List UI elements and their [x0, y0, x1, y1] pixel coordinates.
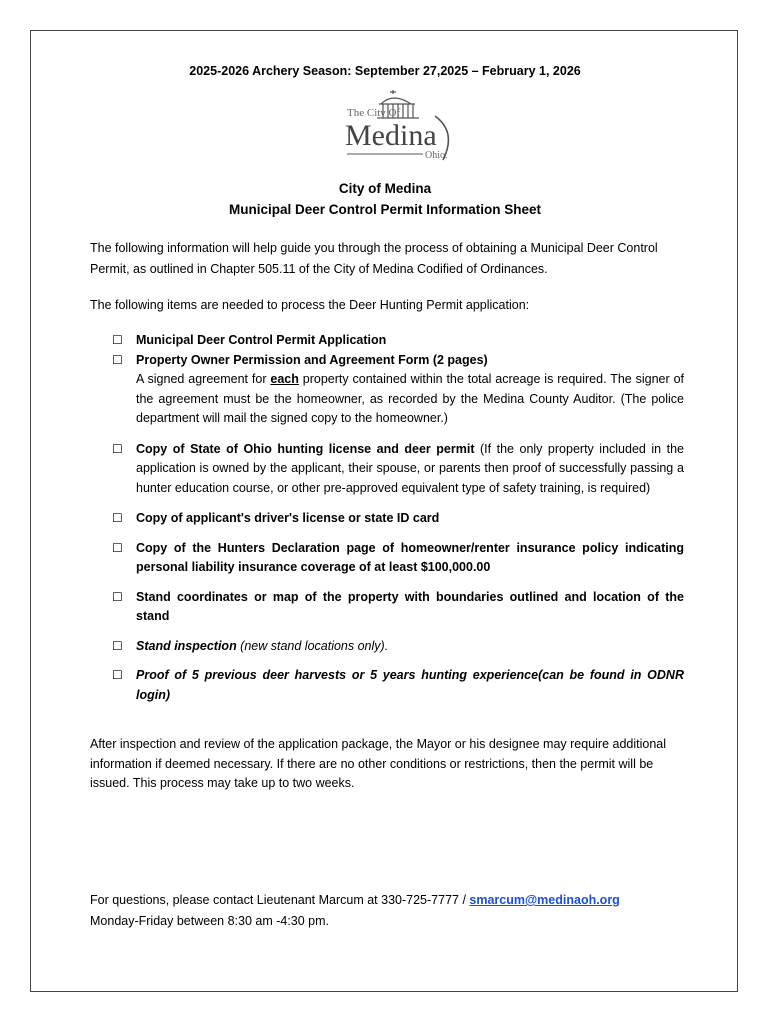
item-title: Copy of applicant's driver's license or state ID card — [136, 511, 440, 525]
season-dates: 2025-2026 Archery Season: September 27,2025 – February 1, 2026 — [189, 64, 581, 78]
checklist-item — [112, 331, 684, 351]
checkbox-icon: ☐ — [112, 511, 123, 525]
page-title: City of Medina — [338, 181, 432, 196]
logo-line3: Ohio. — [425, 150, 448, 161]
item-title: Property Owner Permission and Agreement Form (2 pages) — [136, 352, 488, 367]
email-link[interactable]: smarcum@medinaoh.org — [469, 893, 620, 907]
checkbox-icon: ☐ — [112, 441, 123, 456]
item-detail: A signed agreement for each property contained within the total acreage is required. The signer of the agreement must be the homeowner, as recorded by the Medina County Auditor. (The police department will mail the signed copy to the homeowner.) — [136, 372, 684, 425]
item-title: Copy of the Hunters Declaration page of homeowner/renter insurance policy indicating personal liability insurance coverage of at least $100,000.00 — [136, 540, 684, 574]
logo-line2: Medina — [345, 119, 437, 152]
checkbox-icon: ☐ — [112, 589, 123, 604]
checkbox-icon: ☐ — [112, 638, 123, 653]
closing-paragraph: After inspection and review of the application package, the Mayor or his designee may require additional information if deemed necessary. If there are no other conditions or restrictions, then the permit will be issued. This process may take up to two weeks. — [90, 737, 667, 790]
logo-line1: The City Of — [347, 107, 401, 119]
checkbox-icon: ☐ — [112, 668, 123, 682]
items-needed-text: The following items are needed to process the Deer Hunting Permit application: — [90, 298, 530, 312]
checkbox-icon: ☐ — [112, 540, 123, 555]
checklist-item — [112, 440, 684, 499]
contact-text: For questions, please contact Lieutenant Marcum at 330-725-7777 / — [90, 893, 470, 907]
item-title: Municipal Deer Control Permit Application — [136, 333, 387, 347]
contact-info — [90, 890, 690, 932]
checkbox-icon: ☐ — [112, 333, 123, 347]
item-title: Stand coordinates or map of the property with boundaries outlined and location of the stand — [136, 589, 684, 623]
checklist-item — [112, 351, 684, 429]
checklist-item — [112, 666, 684, 705]
office-hours: Monday-Friday between 8:30 am -4:30 pm. — [90, 914, 330, 928]
city-of-medina-logo — [335, 88, 465, 164]
checkbox-icon: ☐ — [112, 352, 123, 367]
page-subtitle: Municipal Deer Control Permit Information Sheet — [228, 202, 542, 217]
item-title: Proof of 5 previous deer harvests or 5 years hunting experience(can be found in ODNR login) — [136, 668, 684, 702]
checklist-item — [112, 588, 684, 627]
checklist-item — [112, 539, 684, 578]
requirements-checklist — [112, 331, 684, 705]
item-text: Copy of State of Ohio hunting license and deer permit (If the only property included in the application is owned by the applicant, their spouse, or parents then proof of successfully passing a hunter education course, or other pre-approved equivalent type of safety training, is required) — [136, 441, 684, 495]
item-text: Stand inspection (new stand locations only). — [136, 638, 389, 653]
checklist-item — [112, 637, 684, 657]
intro-paragraph: The following information will help guide you through the process of obtaining a Municipal Deer Control Permit, as outlined in Chapter 505.11 of the City of Medina Codified of Ordinances. — [90, 241, 658, 276]
checklist-item — [112, 509, 684, 529]
